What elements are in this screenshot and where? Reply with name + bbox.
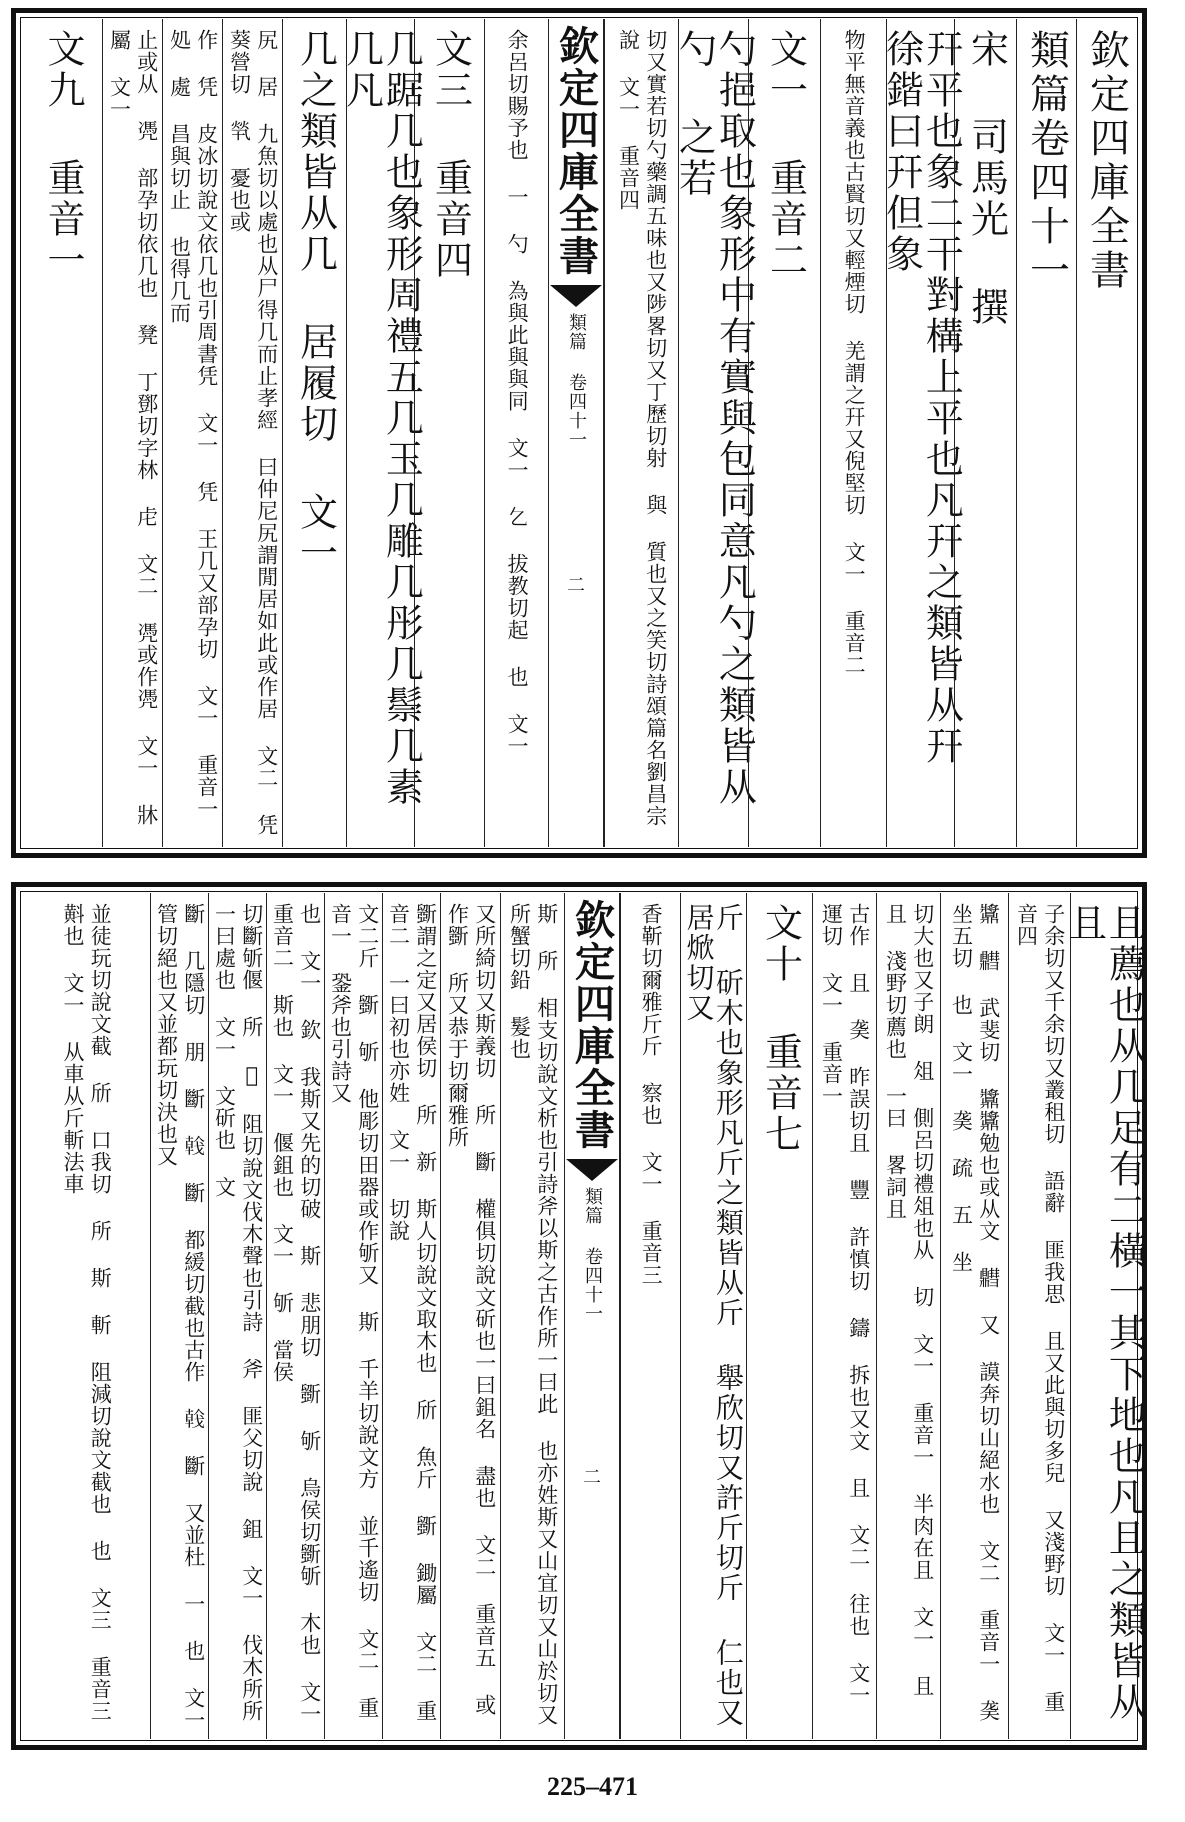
text-column: 古作 且 䶮 昨誤切且 豐 許慎切 鑄 拆也又文 且 文二 往也 文一 運切 文一 重音一 — [812, 893, 876, 1739]
text-column: 又所綺切又斯義切 所 斷 權俱切說文斫也一曰鉏名 盡也 文二 重音五 或作斵 所又恭于切爾雅所 — [440, 893, 500, 1739]
page-bottom — [11, 882, 1147, 1750]
spine-volume: 類篇 卷四十一 — [566, 313, 587, 449]
text-column: 香靳切爾雅斤斤 察也 文一 重音三 — [620, 893, 680, 1739]
text-column: 並徒玩切說文截 斦 口我切 所 斯 斬 阻減切說文截也 也 文三 重音三 斢也 文一 从車从斤斬法車 — [61, 903, 113, 1722]
spine-folio: 二 — [567, 575, 585, 596]
text-column: 几踞几也象形周禮五几玉几雕几彤几鬃几素几凡 — [346, 19, 414, 847]
text-column: 余呂切賜予也 一 勺 為與此與與同 文一 𠃉 拔教切起 也 文一 — [484, 19, 548, 847]
fish-tail-ornament-icon — [550, 285, 602, 307]
text-column: 勺挹取也象形中有實與包同意凡勺之類皆从勺 之若 — [678, 19, 748, 847]
text-column: 幵平也象二干對構上平也凡幵之類皆从幵 徐鍇曰幵但象 — [886, 19, 954, 847]
text-column: 作 凭 皮冰切說文依几也引周書凭 文一 凭 王几又部孕切 文一 重音一 処 處 昌與切止 也得几而 — [162, 19, 222, 847]
text-column: 切又實若切勺藥調五味也又陟畧切又丁歷切射 與 質也又之笑切詩頌篇名劉昌宗說 文一 重音四 — [604, 19, 678, 847]
text-column: 子余切又千余切又叢租切 語辭 匪我思 且又此與切多兒 又淺野切 文一 重音四 — [1008, 893, 1070, 1739]
text-column: 類篇卷四十一 — [1016, 19, 1076, 847]
text-column: 斤 斫木也象形凡斤之類皆从斤 舉欣切又許斤切斤 仁也又居焮切又 — [680, 893, 746, 1739]
text-column: 且薦也从几足有二橫一其下地也凡且之類皆从且 — [1070, 893, 1136, 1739]
text-column: 文二斤 斵 斪 他彫切田器或作斪又 斯 千羊切說文方 並千遙切 文二 重音一 銎斧也引詩又 — [324, 893, 382, 1739]
page-number: 225–471 — [547, 1772, 638, 1801]
text-column: 切斷斪偃 所 𣂸 阻切說文伐木聲也引詩 斧 匪父切說 鉏 文一 伐木所所 一曰處也 文一 文斫也 文 — [208, 893, 266, 1739]
text-column: 尻 居 九魚切以處也从尸得几而止孝經 曰仲尼尻謂閒居如此或作居 文二 凭 葵營切 㷀 憂也或 — [222, 19, 282, 847]
text-column: 止或从 凴 部孕切依几也 凳 丁鄧切字林 虍 文二 凴或作凴 文一 牀屬 文一 — [102, 19, 162, 847]
text-column: 斯 所 相支切說文析也引詩斧以斯之古作所一曰此 也亦姓斯又山宜切又山於切又所蟹切鉛 髮也 — [500, 893, 564, 1739]
page-bottom-columns — [22, 893, 1147, 1739]
text-column: 也 文一 欽 我斯又先的切破 斯 悲朋切 斵 斪 烏侯切斵斪 木也 文一 重音二 斯也 文一 偃鉏也 文一 斪 當侯 — [266, 893, 324, 1739]
spine-title: 欽定四庫全書 — [552, 25, 600, 277]
page-top-columns — [22, 19, 1136, 847]
text-column: 物平無音義也古賢切又輕煙切 羌謂之幵又倪堅切 文一 重音二 — [820, 19, 886, 847]
text-column: 切大也又子朗 俎 側呂切禮俎也从 切 文一 重音一 半肉在且 文一 且 且 淺野切薦也 一曰 畧詞且 — [876, 893, 940, 1739]
page-top — [11, 8, 1147, 858]
text-column: 欽定四庫全書 — [1076, 19, 1136, 847]
text-column: 文十 重音七 — [746, 893, 812, 1739]
text-column: 文三 重音四 — [414, 19, 484, 847]
center-spine — [548, 19, 604, 847]
text-column: 文九 重音一 — [40, 29, 85, 281]
text-column: 斷 几隱切 朋 斷 𢧢 斷 都緩切截也古作 𢧢 斷 又並杜 一 也 文一 管切絕也又並都玩切決也又 — [150, 893, 208, 1739]
center-spine — [564, 893, 620, 1739]
text-column: 几之類皆从几 居履切 文一 — [282, 19, 346, 847]
text-column: 文一 重音二 — [748, 19, 820, 847]
text-column: 宋 司馬光 撰 — [954, 19, 1016, 847]
spine-volume: 類篇 卷四十一 — [582, 1187, 603, 1323]
spine-title: 欽定四庫全書 — [568, 899, 616, 1151]
text-column: 斵謂之定又居侯切 所 新 斯人切說文取木也 斦 魚斤 斵 鋤屬 文二 重音二 一曰初也亦姓 文一 切說 — [382, 893, 440, 1739]
text-column: 䵼 䵻 武斐切 䵼䵼勉也或从文 䵻 又 謨奔切山絕水也 文二 重音一 䶮 坐五切 也 文一 䶮 疏 五 坐 — [940, 893, 1008, 1739]
fish-tail-ornament-icon — [566, 1159, 618, 1181]
spine-folio: 二 — [583, 1467, 601, 1488]
